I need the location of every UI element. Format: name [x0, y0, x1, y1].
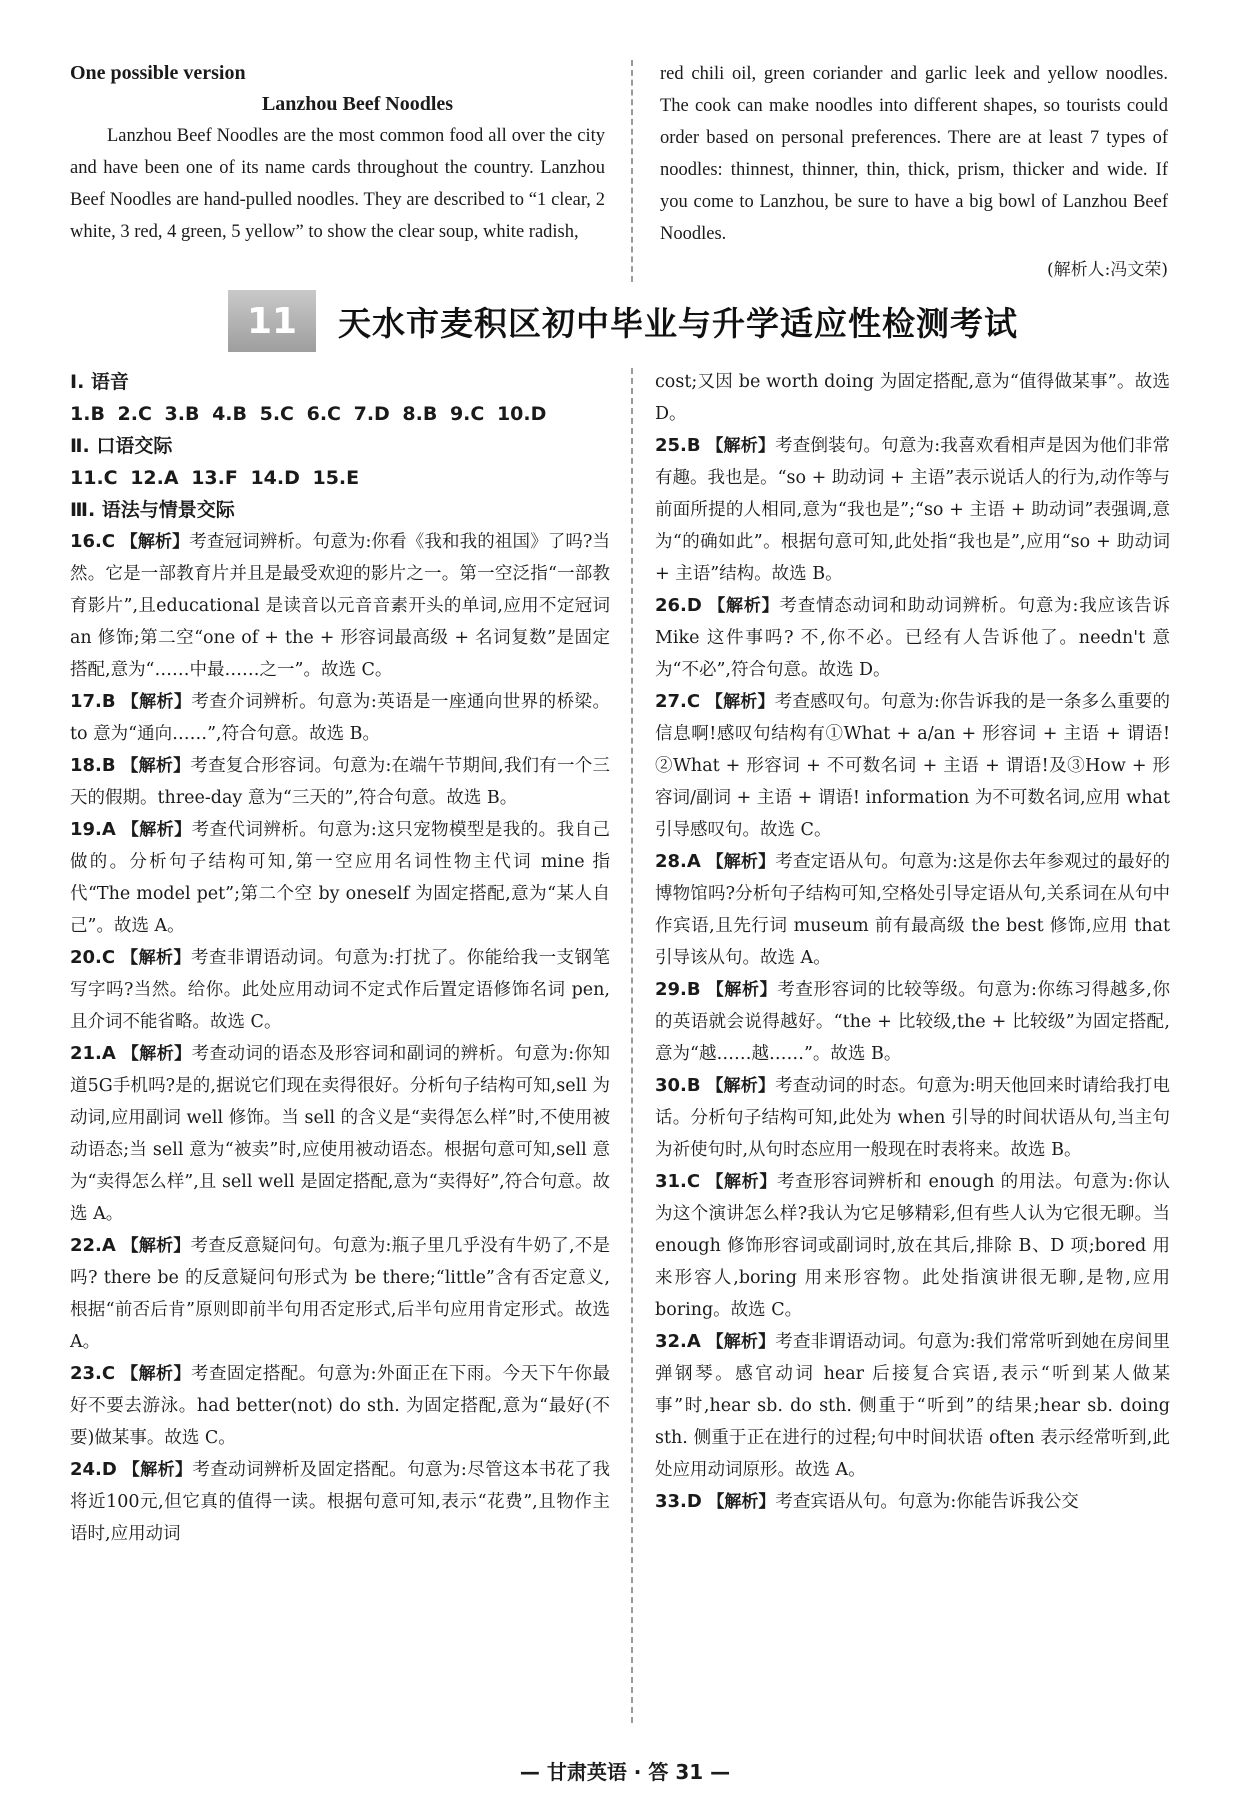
explanation-text: 考查情态动词和助动词辨析。句意为:我应该告诉 Mike 这件事吗? 不,你不必。已经有人告诉他了。needn't 意为“不必”,符合句意。故选 D。	[655, 596, 1170, 680]
explanation-item	[70, 1358, 610, 1454]
analysis-tag: 【解析】	[708, 596, 780, 616]
explanation-text: 考查形容词的比较等级。句意为:你练习得越多,你的英语就会说得越好。“the + 比较级,the + 比较级”为固定搭配,意为“越……越……”。故选 B。	[655, 980, 1170, 1064]
analysis-tag: 【解析】	[706, 1076, 776, 1096]
explanation-text: 考查动词的时态。句意为:明天他回来时请给我打电话。分析句子结构可知,此处为 when 引导的时间状语从句,当主句为祈使句时,从句时态应用一般现在时表将来。故选 B。	[655, 1076, 1170, 1160]
explanation-text: 考查介词辨析。句意为:英语是一座通向世界的桥梁。to 意为“通向……”,符合句意。故选 B。	[70, 692, 610, 744]
explanation-text: 考查动词的语态及形容词和副词的辨析。句意为:你知道5G手机吗?是的,据说它们现在卖得很好。分析句子结构可知,sell 为动词,应用副词 well 修饰。当 sell 的含义是“卖得怎么样”时,不使用被动语态;当 sell 意为“被卖”时,应使用被动语态。根据句意可知,sell 意为“卖得怎么样”,且 sell well 是固定搭配,意为“卖得好”,符合句意。故选 A。	[70, 1044, 610, 1224]
question-number: 33.D	[655, 1491, 702, 1512]
explanation-item	[655, 366, 1170, 430]
essay-title: Lanzhou Beef Noodles	[261, 93, 454, 115]
explanation-text: 考查冠词辨析。句意为:你看《我和我的祖国》了吗?当然。它是一部教育片并且是最受欢迎的影片之一。第一空泛指“一部教育影片”,且educational 是读音以元音音素开头的单词,应用不定冠词 an 修饰;第二空“one of + the + 形容词最高级 + 名词复数”是固定搭配,意为“……中最……之一”。故选 C。	[70, 532, 610, 680]
essay-left-column	[70, 58, 605, 248]
explanation-item	[70, 942, 610, 1038]
essay-paragraph-right: red chili oil, green coriander and garlic leek and yellow noodles. The cook can make noodles into different shapes, so tourists could order based on personal preferences. There are at least 7 types of noodles: thinnest, thinner, thin, thick, prism, thicker and wide. If you come to Lanzhou, be sure to have a big bowl of Lanzhou Beef Noodles.	[660, 64, 1168, 244]
question-number: 21.A	[70, 1043, 116, 1064]
analysis-tag: 【解析】	[121, 1044, 192, 1064]
explanation-item	[655, 686, 1170, 846]
explanation-item	[70, 686, 610, 750]
question-number: 17.B	[70, 691, 116, 712]
analysis-tag: 【解析】	[121, 1364, 191, 1384]
analysis-tag: 【解析】	[121, 756, 191, 776]
explanation-item	[655, 430, 1170, 590]
explanation-item	[70, 814, 610, 942]
analysis-tag: 【解析】	[121, 692, 192, 712]
analysis-tag: 【解析】	[706, 852, 776, 872]
question-number: 26.D	[655, 595, 702, 616]
question-number: 27.C	[655, 691, 701, 712]
answers-phonetics: 1.B 2.C 3.B 4.B 5.C 6.C 7.D 8.B 9.C 10.D	[70, 403, 547, 425]
essay-right-column	[660, 58, 1168, 286]
explanation-item	[655, 1326, 1170, 1486]
explanation-item	[655, 974, 1170, 1070]
answers-oral: 11.C 12.A 13.F 14.D 15.E	[70, 467, 360, 489]
analysis-tag: 【解析】	[706, 436, 776, 456]
essay-paragraph-left: Lanzhou Beef Noodles are the most common food all over the city and have been one of its name cards throughout the country. Lanzhou Beef Noodles are hand-pulled noodles. They are described to “1 clear, 2 white, 3 red, 4 green, 5 yellow” to show the clear soup, white radish,	[70, 126, 605, 242]
question-number: 32.A	[655, 1331, 701, 1352]
exam-banner	[228, 290, 1128, 352]
explanation-item	[70, 1454, 610, 1550]
answers-right-column	[655, 366, 1170, 1518]
explanation-text: 考查反意疑问句。句意为:瓶子里几乎没有牛奶了,不是吗? there be 的反意疑问句形式为 be there;“little”含有否定意义,根据“前否后肯”原则即前半句用否定形式,后半句应用肯定形式。故选 A。	[70, 1236, 610, 1352]
explanation-item	[70, 750, 610, 814]
question-number: 28.A	[655, 851, 701, 872]
explanation-text: 考查定语从句。句意为:这是你去年参观过的最好的博物馆吗?分析句子结构可知,空格处引导定语从句,关系词在从句中作宾语,且先行词 museum 前有最高级 the best 修饰,应用 that 引导该从句。故选 A。	[655, 852, 1170, 968]
analysis-tag: 【解析】	[706, 980, 778, 1000]
explanation-text: cost;又因 be worth doing 为固定搭配,意为“值得做某事”。故选 D。	[655, 372, 1170, 424]
explanation-text: 考查复合形容词。句意为:在端午节期间,我们有一个三天的假期。three-day 意为“三天的”,符合句意。故选 B。	[70, 756, 610, 808]
explanation-item	[655, 1070, 1170, 1166]
explanation-text: 考查固定搭配。句意为:外面正在下雨。今天下午你最好不要去游泳。had better(not) do sth. 为固定搭配,意为“最好(不要)做某事。故选 C。	[70, 1364, 610, 1448]
exam-number-badge: 11	[228, 290, 316, 352]
section-heading-oral: Ⅱ. 口语交际	[70, 435, 173, 457]
exam-title: 天水市麦积区初中毕业与升学适应性检测考试	[338, 303, 1018, 343]
analysis-tag: 【解析】	[120, 532, 190, 552]
question-number: 20.C	[70, 947, 116, 968]
explanation-text: 考查感叹句。句意为:你告诉我的是一条多么重要的信息啊!感叹句结构有①What + a/an + 形容词 + 主语 + 谓语! ②What + 形容词 + 不可数名词 + 主语 + 谓语!及③How + 形容词/副词 + 主语 + 谓语! information 为不可数名词,应用 what 引导感叹句。故选 C。	[655, 692, 1170, 840]
question-number: 18.B	[70, 755, 116, 776]
column-divider-main	[631, 368, 633, 1723]
page-footer: — 甘肃英语 · 答 31 —	[519, 1760, 731, 1784]
explanation-item	[70, 1038, 610, 1230]
explanation-text: 考查形容词辨析和 enough 的用法。句意为:你认为这个演讲怎么样?我认为它足够精彩,但有些人认为它很无聊。当 enough 修饰形容词或副词时,放在其后,排除 B、D 项;bored 用来形容人,boring 用来形容物。此处指演讲很无聊,是物,应用 boring。故选 C。	[655, 1172, 1170, 1320]
explanation-item	[655, 1486, 1170, 1518]
question-number: 24.D	[70, 1459, 117, 1480]
explanation-item	[655, 590, 1170, 686]
question-number: 22.A	[70, 1235, 116, 1256]
section-heading-grammar: Ⅲ. 语法与情景交际	[70, 499, 235, 521]
analysis-tag: 【解析】	[706, 1172, 777, 1192]
answers-left-column	[70, 366, 610, 1550]
explanation-text: 考查非谓语动词。句意为:我们常常听到她在房间里弹钢琴。感官动词 hear 后接复合宾语,表示“听到某人做某事”时,hear sb. do sth. 侧重于“听到”的结果;hear sb. doing sth. 侧重于正在进行的过程;句中时间状语 often 表示经常听到,此处应用动词原形。故选 A。	[655, 1332, 1170, 1480]
analysis-tag: 【解析】	[707, 1492, 776, 1512]
analysis-tag: 【解析】	[121, 948, 191, 968]
explanation-text: 考查代词辨析。句意为:这只宠物模型是我的。我自己做的。分析句子结构可知,第一空应用名词性物主代词 mine 指代“The model pet”;第二个空 by oneself 为固定搭配,意为“某人自己”。故选 A。	[70, 820, 610, 936]
question-number: 30.B	[655, 1075, 701, 1096]
explanation-text: 考查倒装句。句意为:我喜欢看相声是因为他们非常有趣。我也是。“so + 助动词 + 主语”表示说话人的行为,动作等与前面所提的人相同,意为“我也是”;“so + 主语 + 助动词”表强调,意为“的确如此”。根据句意可知,此处指“我也是”,应用“so + 助动词 + 主语”结构。故选 B。	[655, 436, 1170, 584]
explanation-item	[70, 526, 610, 686]
explanation-item	[70, 1230, 610, 1358]
essay-credit: (解析人:冯文荣)	[1047, 260, 1168, 280]
analysis-tag: 【解析】	[121, 1236, 191, 1256]
explanation-text: 考查动词辨析及固定搭配。句意为:尽管这本书花了我将近100元,但它真的值得一读。根据句意可知,表示“花费”,且物作主语时,应用动词	[70, 1460, 610, 1544]
question-number: 19.A	[70, 819, 116, 840]
question-number: 29.B	[655, 979, 701, 1000]
explanation-text: 考查宾语从句。句意为:你能告诉我公交	[775, 1492, 1079, 1512]
explanation-text: 考查非谓语动词。句意为:打扰了。你能给我一支钢笔写字吗?当然。给你。此处应用动词不定式作后置定语修饰名词 pen,且介词不能省略。故选 C。	[70, 948, 610, 1032]
analysis-tag: 【解析】	[122, 1460, 193, 1480]
question-number: 23.C	[70, 1363, 116, 1384]
analysis-tag: 【解析】	[121, 820, 192, 840]
explanation-item	[655, 1166, 1170, 1326]
column-divider-top	[631, 60, 633, 282]
explanation-item	[655, 846, 1170, 974]
question-number: 16.C	[70, 531, 116, 552]
analysis-tag: 【解析】	[705, 692, 775, 712]
question-number: 31.C	[655, 1171, 701, 1192]
question-number: 25.B	[655, 435, 701, 456]
essay-label: One possible version	[70, 62, 246, 84]
section-heading-phonetics: Ⅰ. 语音	[70, 371, 129, 393]
analysis-tag: 【解析】	[706, 1332, 776, 1352]
